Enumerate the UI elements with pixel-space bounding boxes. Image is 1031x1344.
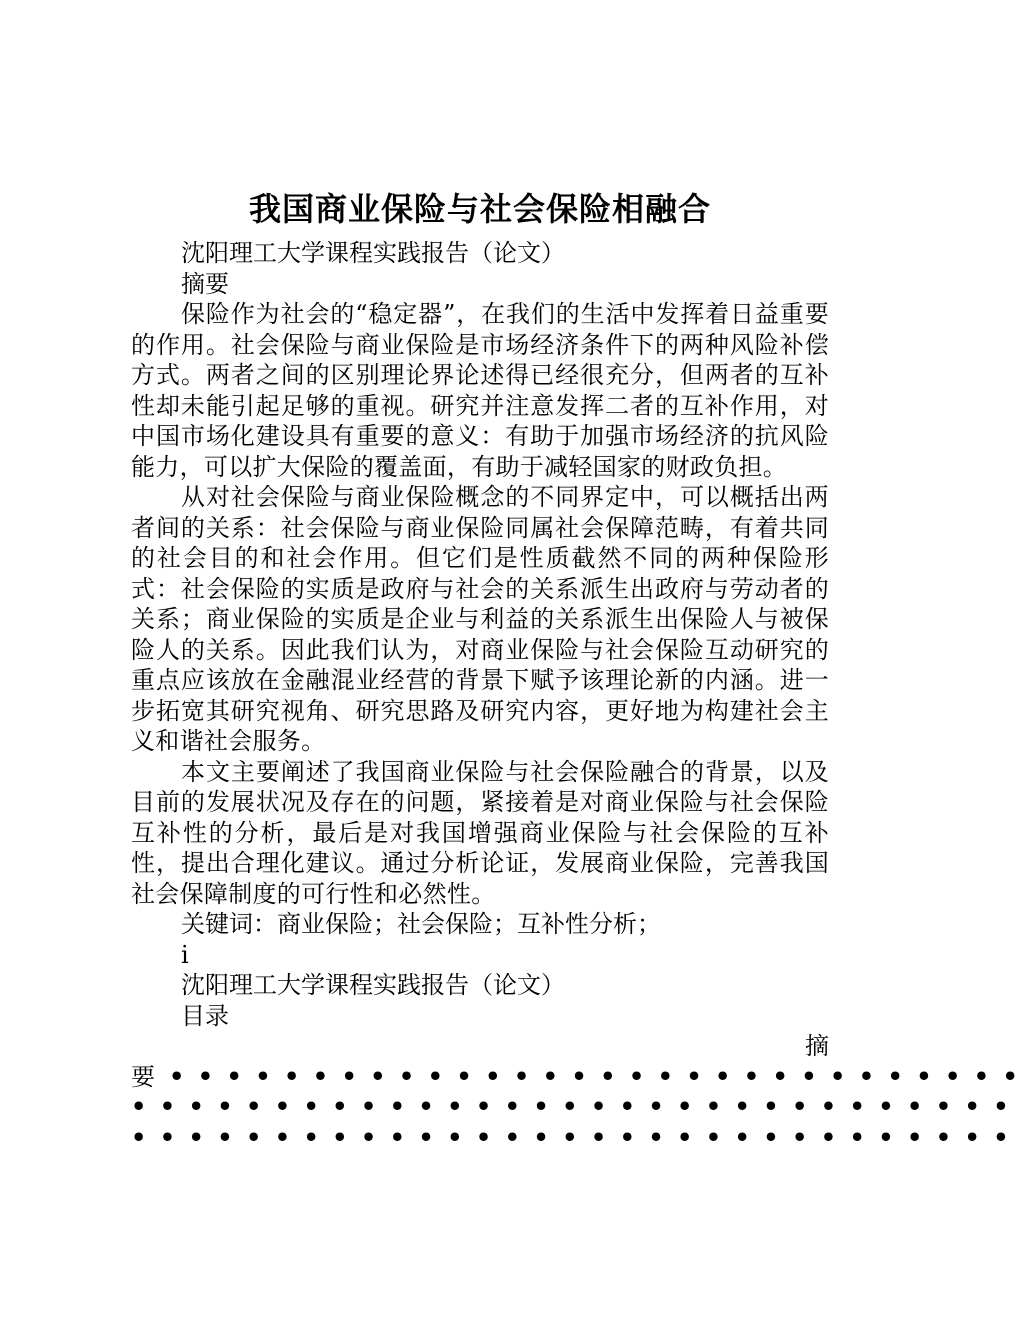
abstract-paragraph-3: 本文主要阐述了我国商业保险与社会保险融合的背景，以及目前的发展状况及存在的问题，紧接着是对商业保险与社会保险互补性的分析，最后是对我国增强商业保险与社会保险的互补性，提出合理化建议。通过分析论证，发展商业保险，完善我国社会保障制度的可行性和必然性。	[131, 757, 829, 908]
page-number: i	[181, 940, 189, 969]
toc-entry-label-part1: 摘	[805, 1032, 829, 1060]
abstract-paragraph-2: 从对社会保险与商业保险概念的不同界定中，可以概括出两者间的关系：社会保险与商业保险同属社会保障范畴，有着共同的社会目的和社会作用。但它们是性质截然不同的两种保险形式：社会保险的实质是政府与社会的关系派生出政府与劳动者的关系；商业保险的实质是企业与利益的关系派生出保险人与被保险人的关系。因此我们认为，对商业保险与社会保险互动研究的重点应该放在金融混业经营的背景下赋予该理论新的内涵。进一步拓宽其研究视角、研究思路及研究内容，更好地为构建社会主义和谐社会服务。	[131, 483, 829, 755]
abstract-heading: 摘要	[181, 269, 229, 298]
document-title: 我国商业保险与社会保险相融合	[248, 190, 711, 228]
toc-entry-label-part2: 要	[131, 1062, 155, 1091]
toc-leader-dots: •••••••••••••••••••••••••••••••	[131, 1122, 1022, 1152]
keywords-line: 关键词：商业保险；社会保险；互补性分析；	[181, 910, 661, 938]
toc-leader-dots: ••••••••••••••••••••••••••••••	[169, 1061, 1031, 1091]
toc-entry-abstract	[131, 1061, 1031, 1093]
toc-heading: 目录	[181, 1001, 229, 1030]
document-page	[131, 186, 1031, 1153]
toc-leader-dots: •••••••••••••••••••••••••••••••	[131, 1092, 1022, 1121]
report-header: 沈阳理工大学课程实践报告（论文）	[181, 239, 565, 267]
abstract-paragraph-1: 保险作为社会的“稳定器”，在我们的生活中发挥着日益重要的作用。社会保险与商业保险是市场经济条件下的两种风险补偿方式。两者之间的区别理论界论述得已经很充分，但两者的互补性却未能引起足够的重视。研究并注意发挥二者的互补作用，对中国市场化建设具有重要的意义：有助于加强市场经济的抗风险能力，可以扩大保险的覆盖面，有助于减轻国家的财政负担。	[131, 300, 829, 481]
report-header-2: 沈阳理工大学课程实践报告（论文）	[181, 971, 565, 999]
